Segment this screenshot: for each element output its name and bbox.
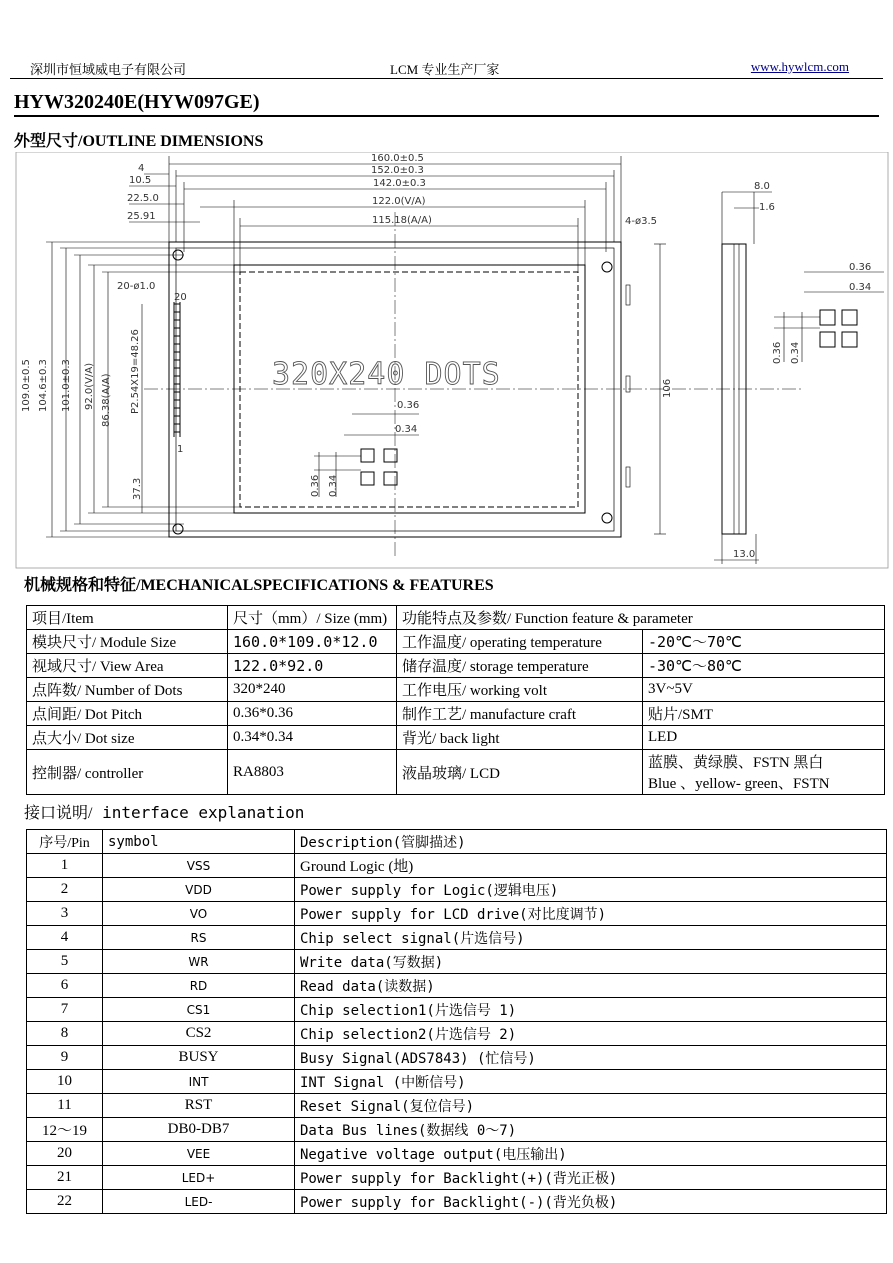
dot-gap-v: 0.34: [328, 474, 339, 497]
model-divider: [14, 115, 879, 117]
spec-row: [27, 654, 885, 678]
spec-feature: 储存温度/ storage temperature: [397, 654, 643, 678]
pin-symbol: RD: [103, 974, 295, 998]
spec-item: 模块尺寸/ Module Size: [27, 630, 228, 654]
dim-104: 104.6±0.3: [38, 359, 49, 412]
header-divider: [10, 78, 883, 79]
side-bottom-label: 13.0: [733, 549, 756, 560]
dim-37-3: 37.3: [132, 477, 143, 500]
interface-title: [24, 800, 304, 823]
side-width-label: 8.0: [754, 181, 770, 192]
dim-115: 115.18(A/A): [372, 215, 432, 226]
pin-number: 22: [27, 1190, 103, 1214]
pin20-label: 20: [174, 292, 187, 303]
pin-number: 20: [27, 1142, 103, 1166]
pin-desc: Chip selection1(片选信号 1): [295, 998, 887, 1022]
spec-value: LED: [643, 726, 885, 750]
dim-25-91: 25.91: [127, 211, 156, 222]
side-dot-size-v: 0.36: [772, 341, 783, 364]
pin-row: [27, 902, 887, 926]
pin-desc: Read data(读数据): [295, 974, 887, 998]
mechanical-spec-table: [26, 605, 885, 795]
pin-row: [27, 1022, 887, 1046]
pin-desc: Chip selection2(片选信号 2): [295, 1022, 887, 1046]
pin-number: 10: [27, 1070, 103, 1094]
model-title: HYW320240E(HYW097GE): [14, 91, 260, 113]
pins-label: 20-ø1.0: [117, 281, 156, 292]
pin-desc: Data Bus lines(数据线 0～7): [295, 1118, 887, 1142]
side-dot-gap-v: 0.34: [790, 341, 801, 364]
pin-number: 21: [27, 1166, 103, 1190]
mechanical-title: 机械规格和特征/MECHANICALSPECIFICATIONS & FEATURES: [24, 577, 494, 594]
pin-desc: Ground Logic (地): [295, 854, 887, 878]
spec-header-row: [27, 606, 885, 630]
pin-desc: Write data(写数据): [295, 950, 887, 974]
interface-title-en: interface explanation: [92, 803, 305, 822]
company-name: 深圳市恒域威电子有限公司: [30, 62, 187, 77]
pin-symbol: RS: [103, 926, 295, 950]
spec-item: 点阵数/ Number of Dots: [27, 678, 228, 702]
pin-desc: Power supply for LCD drive(对比度调节): [295, 902, 887, 926]
pin-row: [27, 974, 887, 998]
pin-desc: Power supply for Logic(逻辑电压): [295, 878, 887, 902]
pin-desc: Chip select signal(片选信号): [295, 926, 887, 950]
desc-header: Description(管脚描述): [295, 830, 887, 854]
spec-value: -20℃～70℃: [643, 630, 885, 654]
spec-header-size: 尺寸（mm）/ Size (mm): [228, 606, 397, 630]
dim-22-5: 22.5.0: [127, 193, 159, 204]
dim-pitch: P2.54X19=48.26: [130, 329, 141, 414]
pin-symbol: DB0-DB7: [103, 1118, 295, 1142]
pin-number: 3: [27, 902, 103, 926]
pin1-label: 1: [177, 444, 184, 455]
lcd-value-line2: Blue 、yellow- green、FSTN: [648, 776, 830, 792]
pin-number: 12～19: [27, 1118, 103, 1142]
dim-160: 160.0±0.5: [371, 153, 424, 164]
outline-drawing: [14, 152, 890, 570]
lcd-value-line1: 蓝膜、黄绿膜、FSTN 黑白: [648, 755, 824, 771]
pin-symbol: BUSY: [103, 1046, 295, 1070]
dim-10-5: 10.5: [129, 175, 152, 186]
pin-symbol: VO: [103, 902, 295, 926]
spec-feature: 液晶玻璃/ LCD: [397, 750, 643, 795]
spec-item: 控制器/ controller: [27, 750, 228, 795]
tagline: LCM 专业生产厂家: [390, 62, 500, 77]
spec-size: 122.0*92.0: [228, 654, 397, 678]
pin-header: [174, 302, 180, 437]
dim-92: 92.0(V/A): [84, 362, 95, 410]
pin-number: 7: [27, 998, 103, 1022]
mount-hole-tr: [602, 262, 612, 272]
pin-row: [27, 1118, 887, 1142]
spec-row: [27, 702, 885, 726]
spec-header-item: 项目/Item: [27, 606, 228, 630]
pin-number: 6: [27, 974, 103, 998]
spec-feature: 工作温度/ operating temperature: [397, 630, 643, 654]
pin-symbol: LED-: [103, 1190, 295, 1214]
pin-number: 11: [27, 1094, 103, 1118]
spec-feature: 工作电压/ working volt: [397, 678, 643, 702]
pin-symbol: CS1: [103, 998, 295, 1022]
pin-number: 2: [27, 878, 103, 902]
pin-symbol: VDD: [103, 878, 295, 902]
spec-item: 点间距/ Dot Pitch: [27, 702, 228, 726]
dim-86: 86.38(A/A): [101, 373, 112, 427]
spec-feature: 背光/ back light: [397, 726, 643, 750]
spec-value: 贴片/SMT: [643, 702, 885, 726]
side-pcb-label: 1.6: [759, 202, 775, 213]
dot-size-v: 0.36: [310, 474, 321, 497]
dot-gap-label: 0.34: [395, 424, 418, 435]
pin-desc: Reset Signal(复位信号): [295, 1094, 887, 1118]
pin-row: [27, 1094, 887, 1118]
pin-symbol: INT: [103, 1070, 295, 1094]
dim-101: 101.0±0.3: [61, 359, 72, 412]
pin-symbol: RST: [103, 1094, 295, 1118]
spec-value: -30℃～80℃: [643, 654, 885, 678]
spec-item: 视域尺寸/ View Area: [27, 654, 228, 678]
pin-row: [27, 1070, 887, 1094]
interface-table: [26, 829, 887, 1214]
website-link[interactable]: www.hywlcm.com: [750, 59, 849, 74]
pin-desc: Busy Signal(ADS7843) (忙信号): [295, 1046, 887, 1070]
pin-row: [27, 1046, 887, 1070]
mount-hole-br: [602, 513, 612, 523]
pin-header: 序号/Pin: [27, 830, 103, 854]
spec-row: [27, 726, 885, 750]
pin-row: [27, 854, 887, 878]
pin-desc: Power supply for Backlight(+)(背光正极): [295, 1166, 887, 1190]
pin-number: 1: [27, 854, 103, 878]
interface-title-cn: 接口说明/: [24, 805, 93, 822]
spec-size: 0.34*0.34: [228, 726, 397, 750]
dim-152: 152.0±0.3: [371, 165, 424, 176]
spec-row-controller: [27, 750, 885, 795]
spec-value-lcd: [643, 750, 885, 795]
dim-109: 109.0±0.5: [21, 359, 32, 412]
symbol-header: symbol: [103, 830, 295, 854]
pin-row: [27, 1142, 887, 1166]
pin-row: [27, 926, 887, 950]
side-dot-gap: 0.34: [849, 282, 872, 293]
pin-symbol: CS2: [103, 1022, 295, 1046]
pin-row: [27, 1190, 887, 1214]
dim-122: 122.0(V/A): [372, 196, 426, 207]
pin-desc: Power supply for Backlight(-)(背光负极): [295, 1190, 887, 1214]
dot-size-label: 0.36: [397, 400, 420, 411]
spec-feature: 制作工艺/ manufacture craft: [397, 702, 643, 726]
pin-desc: Negative voltage output(电压输出): [295, 1142, 887, 1166]
pin-desc: INT Signal (中断信号): [295, 1070, 887, 1094]
pin-symbol: LED+: [103, 1166, 295, 1190]
pin-row: [27, 950, 887, 974]
display-text: 320X240 DOTS: [272, 357, 501, 392]
side-view: [714, 192, 884, 564]
spec-size: 160.0*109.0*12.0: [228, 630, 397, 654]
spec-size: RA8803: [228, 750, 397, 795]
spec-header-feature: 功能特点及参数/ Function feature & parameter: [397, 606, 885, 630]
spec-size: 320*240: [228, 678, 397, 702]
pin-number: 4: [27, 926, 103, 950]
outline-title: 外型尺寸/OUTLINE DIMENSIONS: [14, 133, 264, 150]
pin-row: [27, 998, 887, 1022]
pin-row: [27, 1166, 887, 1190]
side-height-label: 106: [662, 378, 673, 398]
pin-symbol: VSS: [103, 854, 295, 878]
dim-142: 142.0±0.3: [373, 178, 426, 189]
pin-number: 9: [27, 1046, 103, 1070]
pin-symbol: VEE: [103, 1142, 295, 1166]
pin-header-row: [27, 830, 887, 854]
spec-row: [27, 678, 885, 702]
spec-value: 3V~5V: [643, 678, 885, 702]
pin-symbol: WR: [103, 950, 295, 974]
side-dot-size: 0.36: [849, 262, 872, 273]
hole-label: 4-ø3.5: [625, 216, 657, 227]
mount-hole-bl: [173, 524, 183, 534]
pin-number: 8: [27, 1022, 103, 1046]
spec-item: 点大小/ Dot size: [27, 726, 228, 750]
spec-row: [27, 630, 885, 654]
dim-4: 4: [138, 163, 145, 174]
pin-number: 5: [27, 950, 103, 974]
spec-size: 0.36*0.36: [228, 702, 397, 726]
pin-row: [27, 878, 887, 902]
